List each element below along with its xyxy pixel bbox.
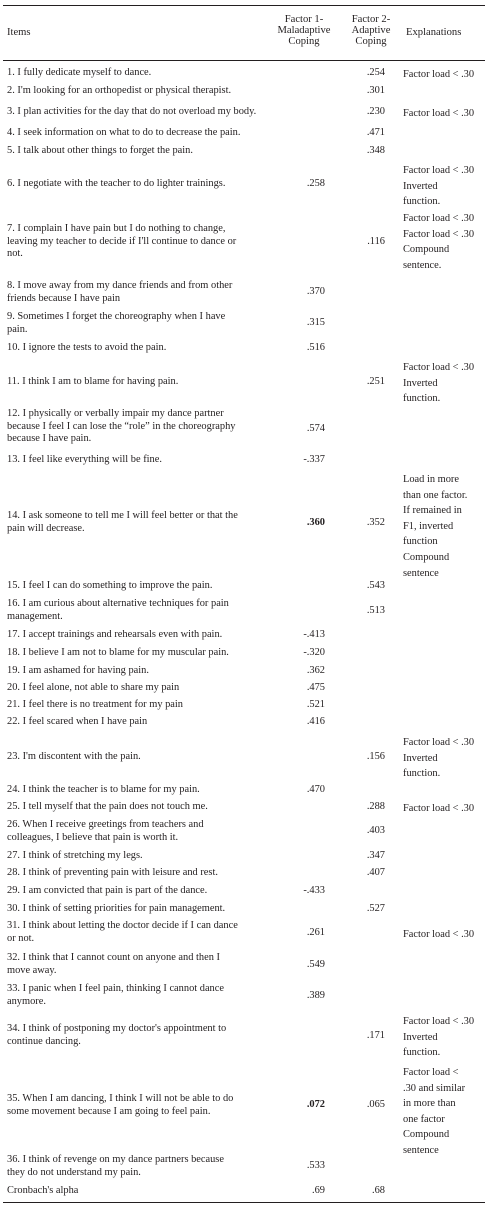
item-text bbox=[7, 1185, 78, 1198]
text-line: 11. I think I am to blame for having pain. bbox=[7, 376, 179, 387]
factor2-value: .230 bbox=[366, 106, 385, 117]
text-line: 23. I'm discontent with the pain. bbox=[7, 751, 141, 762]
explanation bbox=[403, 211, 474, 273]
factor1-value: .360 bbox=[306, 517, 325, 528]
text-line: Coping bbox=[288, 36, 320, 47]
text-line: function. bbox=[403, 196, 441, 208]
text-line: Factor load < .30 bbox=[403, 108, 475, 119]
text-line: Factor load < bbox=[403, 1067, 459, 1078]
text-line: some movement because I am going to feel pain. bbox=[7, 1105, 211, 1117]
text-line: in more than bbox=[403, 1098, 456, 1110]
factor1-value: .416 bbox=[306, 716, 325, 727]
text-line: continue dancing. bbox=[7, 1035, 81, 1047]
item-text bbox=[7, 1154, 224, 1179]
text-line: colleagues, I believe that pain is worth it. bbox=[7, 831, 179, 843]
item-text bbox=[7, 629, 222, 642]
factor2-value: .065 bbox=[366, 1099, 385, 1110]
item-text bbox=[7, 598, 229, 623]
text-line: function. bbox=[403, 393, 441, 405]
text-line: 1. I fully dedicate myself to dance. bbox=[7, 67, 152, 78]
factor2-value: .471 bbox=[366, 127, 385, 138]
text-line: 8. I move away from my dance friends and from other bbox=[7, 280, 233, 291]
text-line: Factor load < .30 bbox=[403, 803, 475, 814]
factor1-value: .315 bbox=[306, 317, 325, 328]
item-text bbox=[7, 867, 218, 880]
factor1-value: -.413 bbox=[303, 629, 325, 640]
text-line: 26. When I receive greetings from teachers and bbox=[7, 819, 204, 830]
text-line: F1, inverted bbox=[403, 520, 454, 532]
text-line: Factor load < .30 bbox=[403, 228, 475, 240]
factor2-value: .352 bbox=[366, 517, 385, 528]
item-text bbox=[7, 952, 220, 977]
item-text bbox=[7, 280, 232, 305]
text-line: Factor load < .30 bbox=[403, 1016, 475, 1027]
factor1-value: .533 bbox=[306, 1160, 325, 1171]
text-line: 15. I feel I can do something to improve the pain. bbox=[7, 580, 213, 591]
text-line: Coping bbox=[355, 36, 387, 47]
factor1-value: .549 bbox=[306, 959, 325, 970]
factor2-value: .543 bbox=[366, 580, 385, 591]
factor1-value: .072 bbox=[306, 1099, 325, 1110]
factor1-value: .362 bbox=[306, 665, 325, 676]
factor1-value: .261 bbox=[306, 927, 325, 938]
text-line: because I feel I can lose the “role” in the choreography bbox=[7, 420, 236, 432]
text-line: If remained in bbox=[403, 505, 462, 517]
text-line: 28. I think of preventing pain with leisure and rest. bbox=[7, 867, 218, 878]
factor1-value: .475 bbox=[306, 682, 325, 693]
text-line: management. bbox=[7, 610, 63, 622]
factor2-value: .171 bbox=[366, 1030, 385, 1041]
text-line: Factor load < .30 bbox=[403, 362, 475, 373]
factor2-value: .288 bbox=[366, 801, 385, 812]
text-line: Factor 2- bbox=[351, 14, 391, 25]
explanation bbox=[403, 735, 474, 782]
item-text bbox=[7, 376, 178, 389]
item-text bbox=[7, 106, 256, 119]
text-line: function bbox=[403, 536, 438, 548]
item-text bbox=[7, 454, 162, 467]
factor1-value: -.337 bbox=[303, 454, 325, 465]
text-line: Factor load < .30 bbox=[403, 213, 475, 224]
text-line: than one factor. bbox=[403, 489, 468, 501]
item-text bbox=[7, 716, 147, 729]
factor1-value: .574 bbox=[306, 423, 325, 434]
text-line: Factor load < .30 bbox=[403, 165, 475, 176]
factor2-value: .347 bbox=[366, 850, 385, 861]
factor2-value: .301 bbox=[366, 85, 385, 96]
text-line: 34. I think of postponing my doctor's appointment to bbox=[7, 1023, 227, 1034]
text-line: 35. When I am dancing, I think I will not be able to do bbox=[7, 1093, 234, 1104]
text-line: Adaptive bbox=[351, 25, 391, 36]
text-line: Inverted bbox=[403, 752, 438, 764]
text-line: pain will decrease. bbox=[7, 522, 85, 534]
text-line: Maladaptive bbox=[277, 25, 331, 36]
item-text bbox=[7, 647, 229, 660]
top-rule bbox=[3, 5, 485, 6]
explanation bbox=[403, 927, 474, 943]
factor1-value: -.320 bbox=[303, 647, 325, 658]
item-text bbox=[7, 983, 224, 1008]
factor2-value: .254 bbox=[366, 67, 385, 78]
factor2-value: .403 bbox=[366, 825, 385, 836]
explanation bbox=[403, 67, 474, 83]
header-rule bbox=[3, 60, 485, 61]
item-text bbox=[7, 903, 225, 916]
item-text bbox=[7, 665, 149, 678]
factor2-value: .348 bbox=[366, 145, 385, 156]
factor1-value: .516 bbox=[306, 342, 325, 353]
text-line: 12. I physically or verbally impair my dance partner bbox=[7, 408, 224, 419]
text-line: anymore. bbox=[7, 995, 46, 1007]
item-text bbox=[7, 1023, 226, 1048]
text-line: 32. I think that I cannot count on anyone and then I bbox=[7, 952, 220, 963]
factor2-value: .513 bbox=[366, 605, 385, 616]
bottom-rule bbox=[3, 1202, 485, 1203]
item-text bbox=[7, 342, 166, 355]
item-text bbox=[7, 751, 141, 764]
header-items: Items bbox=[7, 27, 31, 38]
item-text bbox=[7, 127, 240, 140]
header-factor2 bbox=[342, 14, 400, 47]
text-line: because I have pain. bbox=[7, 433, 92, 445]
text-line: 33. I panic when I feel pain, thinking I cannot dance bbox=[7, 983, 224, 994]
item-text bbox=[7, 580, 212, 593]
text-line: 25. I tell myself that the pain does not touch me. bbox=[7, 801, 208, 812]
item-text bbox=[7, 178, 225, 191]
text-line: Compound bbox=[403, 244, 450, 256]
text-line: 2. I'm looking for an orthopedist or physical therapist. bbox=[7, 85, 232, 96]
item-text bbox=[7, 784, 200, 797]
item-text bbox=[7, 510, 238, 535]
factor1-value: -.433 bbox=[303, 885, 325, 896]
text-line: Compound bbox=[403, 551, 450, 563]
text-line: 13. I feel like everything will be fine. bbox=[7, 454, 162, 465]
factor2-value: .407 bbox=[366, 867, 385, 878]
text-line: sentence. bbox=[403, 259, 442, 271]
item-text bbox=[7, 67, 151, 80]
text-line: 27. I think of stretching my legs. bbox=[7, 850, 143, 861]
text-line: Cronbach's alpha bbox=[7, 1185, 79, 1196]
factor2-value: .116 bbox=[367, 236, 385, 247]
text-line: not. bbox=[7, 248, 23, 260]
text-line: 9. Sometimes I forget the choreography when I have bbox=[7, 311, 226, 322]
text-line: function. bbox=[403, 1047, 441, 1059]
explanation bbox=[403, 360, 474, 407]
text-line: 20. I feel alone, not able to share my pain bbox=[7, 682, 180, 693]
item-text bbox=[7, 85, 231, 98]
text-line: 17. I accept trainings and rehearsals even with pain. bbox=[7, 629, 223, 640]
item-text bbox=[7, 408, 235, 446]
text-line: 3. I plan activities for the day that do not overload my body. bbox=[7, 106, 257, 117]
explanation bbox=[403, 1065, 465, 1159]
item-text bbox=[7, 682, 179, 695]
item-text bbox=[7, 885, 207, 898]
text-line: 16. I am curious about alternative techniques for pain bbox=[7, 598, 229, 609]
text-line: Compound bbox=[403, 1129, 450, 1141]
text-line: 14. I ask someone to tell me I will feel better or that the bbox=[7, 510, 238, 521]
factor2-value: .156 bbox=[366, 751, 385, 762]
text-line: 30. I think of setting priorities for pain management. bbox=[7, 903, 226, 914]
text-line: move away. bbox=[7, 964, 57, 976]
text-line: 22. I feel scared when I have pain bbox=[7, 716, 148, 727]
text-line: 7. I complain I have pain but I do nothing to change, bbox=[7, 223, 226, 234]
header-explanations: Explanations bbox=[406, 27, 462, 38]
explanation bbox=[403, 801, 474, 817]
text-line: Factor 1- bbox=[284, 14, 324, 25]
item-text bbox=[7, 850, 143, 863]
explanation bbox=[403, 106, 474, 122]
text-line: 6. I negotiate with the teacher to do lighter trainings. bbox=[7, 178, 226, 189]
explanation bbox=[403, 163, 474, 210]
item-text bbox=[7, 801, 208, 814]
text-line: pain. bbox=[7, 323, 28, 335]
text-line: .30 and similar bbox=[403, 1082, 466, 1094]
explanation bbox=[403, 472, 467, 581]
item-text bbox=[7, 819, 204, 844]
text-line: 5. I talk about other things to forget the pain. bbox=[7, 145, 193, 156]
text-line: 29. I am convicted that pain is part of the dance. bbox=[7, 885, 208, 896]
item-text bbox=[7, 145, 193, 158]
text-line: or not. bbox=[7, 932, 35, 944]
factor2-value: .68 bbox=[372, 1185, 385, 1196]
text-line: sentence bbox=[403, 1144, 439, 1156]
text-line: Factor load < .30 bbox=[403, 929, 475, 940]
text-line: Factor load < .30 bbox=[403, 69, 475, 80]
factor1-value: .69 bbox=[312, 1185, 325, 1196]
text-line: 31. I think about letting the doctor decide if I can dance bbox=[7, 920, 238, 931]
text-line: one factor bbox=[403, 1113, 445, 1125]
factor2-value: .527 bbox=[366, 903, 385, 914]
item-text bbox=[7, 699, 183, 712]
text-line: 10. I ignore the tests to avoid the pain. bbox=[7, 342, 167, 353]
explanation bbox=[403, 1014, 474, 1061]
text-line: function. bbox=[403, 768, 441, 780]
text-line: 36. I think of revenge on my dance partners because bbox=[7, 1154, 224, 1165]
text-line: 18. I believe I am not to blame for my muscular pain. bbox=[7, 647, 229, 658]
factor1-value: .389 bbox=[306, 990, 325, 1001]
factor1-value: .470 bbox=[306, 784, 325, 795]
text-line: Inverted bbox=[403, 1031, 438, 1043]
factor1-value: .521 bbox=[306, 699, 325, 710]
text-line: 21. I feel there is no treatment for my pain bbox=[7, 699, 184, 710]
text-line: Load in more bbox=[403, 474, 459, 485]
text-line: 19. I am ashamed for having pain. bbox=[7, 665, 149, 676]
factor1-value: .258 bbox=[306, 178, 325, 189]
factor1-value: .370 bbox=[306, 286, 325, 297]
text-line: 4. I seek information on what to do to decrease the pain. bbox=[7, 127, 241, 138]
text-line: friends because I have pain bbox=[7, 292, 121, 304]
text-line: Inverted bbox=[403, 180, 438, 192]
text-line: 24. I think the teacher is to blame for my pain. bbox=[7, 784, 200, 795]
text-line: Inverted bbox=[403, 377, 438, 389]
factor2-value: .251 bbox=[366, 376, 385, 387]
item-text bbox=[7, 311, 225, 336]
item-text bbox=[7, 223, 236, 261]
item-text bbox=[7, 920, 238, 945]
item-text bbox=[7, 1093, 233, 1118]
text-line: sentence bbox=[403, 567, 439, 579]
text-line: leaving my teacher to decide if I'll continue to dance or bbox=[7, 235, 237, 247]
text-line: they do not understand my pain. bbox=[7, 1166, 141, 1178]
header-factor1 bbox=[266, 14, 342, 47]
text-line: Factor load < .30 bbox=[403, 737, 475, 748]
